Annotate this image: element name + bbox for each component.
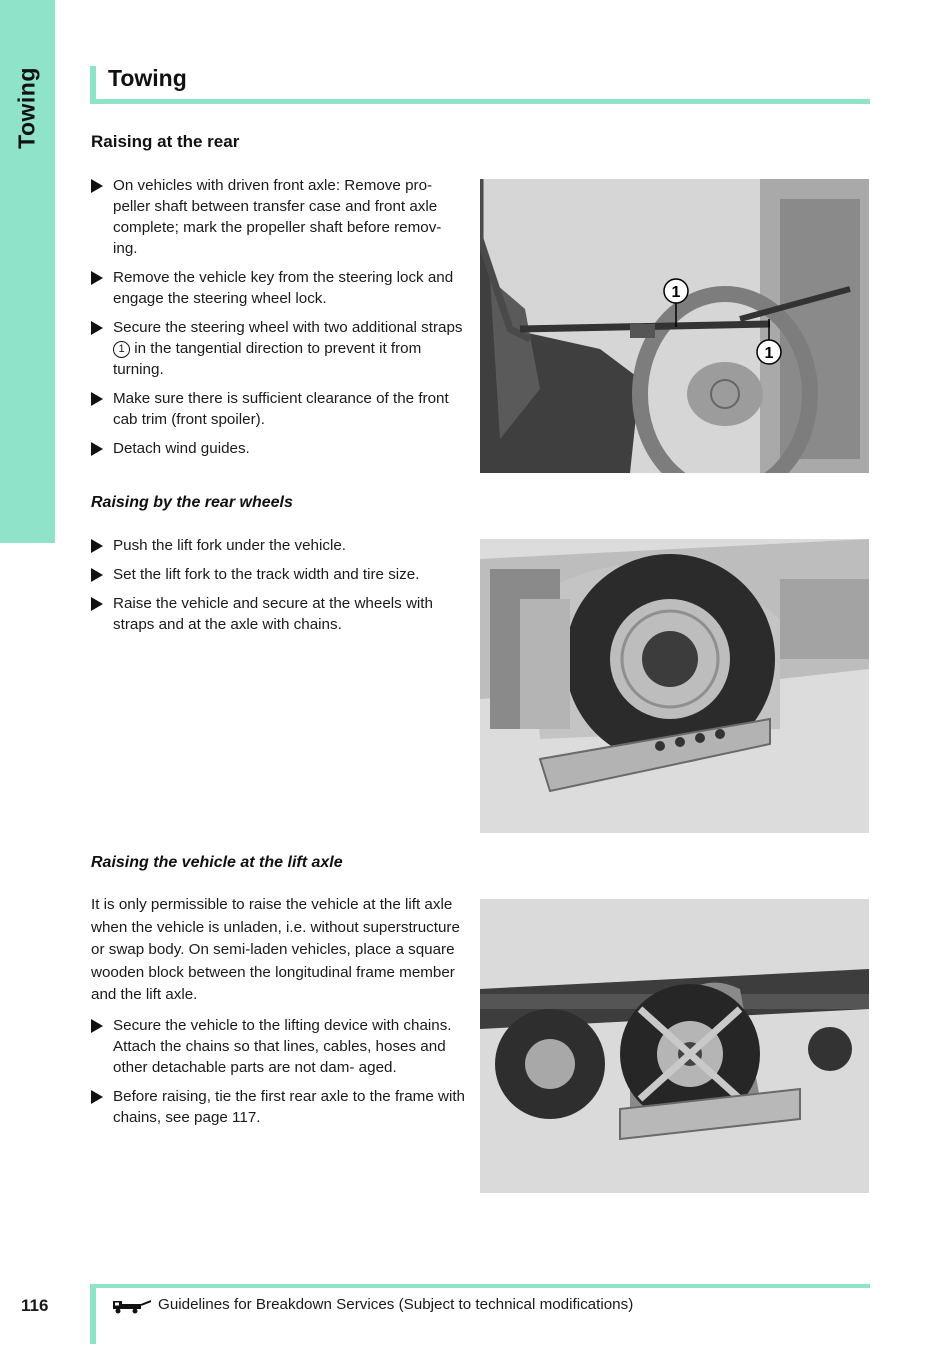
list-item: Secure the vehicle to the lifting device with chains. Attach the chains so that lines, cables, hoses and other detachable parts are not dam- aged. bbox=[91, 1015, 466, 1078]
list-item: Raise the vehicle and secure at the wheels with straps and at the axle with chains. bbox=[91, 593, 466, 635]
lift-axle-illustration bbox=[480, 899, 869, 1193]
bullet-arrow-icon bbox=[91, 271, 103, 285]
list-item: Detach wind guides. bbox=[91, 438, 466, 459]
list-item: Before raising, tie the first rear axle to the frame with chains, see page 117. bbox=[91, 1086, 466, 1128]
callout-ref-badge: 1 bbox=[113, 341, 130, 358]
list-item: Make sure there is sufficient clearance of the front cab trim (front spoiler). bbox=[91, 388, 466, 430]
lift-axle-chains-photo bbox=[480, 899, 869, 1193]
list-item: Push the lift fork under the vehicle. bbox=[91, 535, 466, 556]
footer-text: Guidelines for Breakdown Services (Subject to technical modifications) bbox=[158, 1296, 634, 1313]
side-tab-label: Towing bbox=[13, 67, 40, 149]
section-heading-rear-wheels: Raising by the rear wheels bbox=[91, 494, 293, 511]
bullet-arrow-icon bbox=[91, 442, 103, 456]
bullet-arrow-icon bbox=[91, 1090, 103, 1104]
title-bar bbox=[90, 66, 870, 104]
step-list-rear-wheels bbox=[91, 535, 466, 643]
rear-wheel-lift-fork-photo bbox=[480, 539, 869, 833]
figure-callout-1a: 1 bbox=[671, 284, 681, 301]
lift-axle-paragraph: It is only permissible to raise the vehicle at the lift axle when the vehicle is unladen, i.e. without superstructure or swap body. On semi-laden vehicles, place a square wooden block between the longitudinal frame member and the lift axle. bbox=[91, 896, 460, 1003]
step-list-raising-at-rear bbox=[91, 175, 466, 467]
bullet-arrow-icon bbox=[91, 539, 103, 553]
steering-wheel-strap-photo bbox=[480, 179, 869, 473]
figure-callout-1b: 1 bbox=[764, 345, 774, 362]
bullet-arrow-icon bbox=[91, 179, 103, 193]
footer-bar bbox=[90, 1284, 870, 1344]
bullet-arrow-icon bbox=[91, 1019, 103, 1033]
list-item: Remove the vehicle key from the steering lock and engage the steering wheel lock. bbox=[91, 267, 466, 309]
side-tab bbox=[0, 0, 55, 543]
rear-wheel-illustration bbox=[480, 539, 869, 833]
section-heading-raising-at-rear: Raising at the rear bbox=[91, 132, 240, 151]
steering-wheel-illustration bbox=[480, 179, 869, 473]
list-item: Set the lift fork to the track width and tire size. bbox=[91, 564, 466, 585]
section-heading-lift-axle: Raising the vehicle at the lift axle bbox=[91, 854, 343, 871]
bullet-arrow-icon bbox=[91, 597, 103, 611]
step-list-lift-axle bbox=[91, 1015, 466, 1136]
list-item: On vehicles with driven front axle: Remove pro- peller shaft between transfer case and front axle complete; mark the propeller shaft before remov- ing. bbox=[91, 175, 466, 259]
tow-truck-icon bbox=[113, 1298, 151, 1314]
page-title: Towing bbox=[108, 65, 187, 91]
list-item: Secure the steering wheel with two additional straps 1 in the tangential direction to prevent it from turning. bbox=[91, 317, 466, 380]
bullet-arrow-icon bbox=[91, 568, 103, 582]
bullet-arrow-icon bbox=[91, 321, 103, 335]
page-number: 116 bbox=[21, 1296, 49, 1315]
bullet-arrow-icon bbox=[91, 392, 103, 406]
